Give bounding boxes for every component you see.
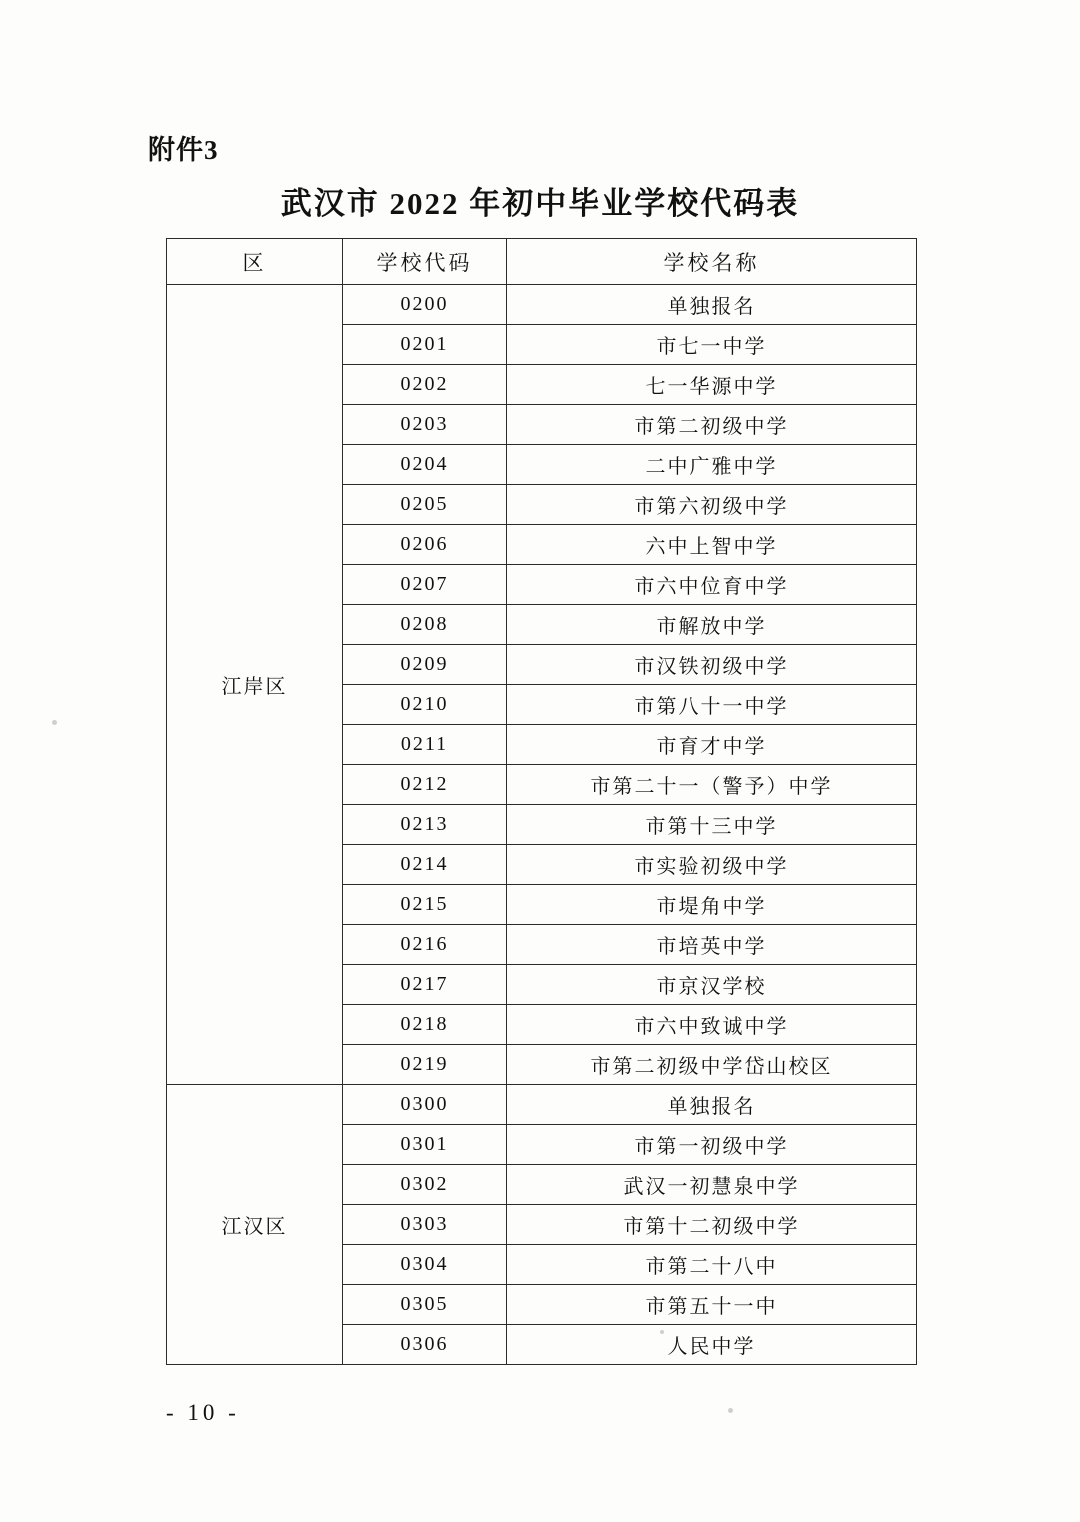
school-code: 0210: [343, 685, 507, 725]
school-name: 市第八十一中学: [507, 685, 917, 725]
school-code: 0207: [343, 565, 507, 605]
column-header-district: 区: [167, 239, 343, 285]
district-cell: 江岸区: [167, 285, 343, 1085]
school-name: 市六中致诚中学: [507, 1005, 917, 1045]
school-name: 市第十三中学: [507, 805, 917, 845]
school-code: 0303: [343, 1205, 507, 1245]
district-cell: 江汉区: [167, 1085, 343, 1365]
school-name: 市第二十一（警予）中学: [507, 765, 917, 805]
school-name: 单独报名: [507, 285, 917, 325]
school-code: 0212: [343, 765, 507, 805]
school-name: 市第一初级中学: [507, 1125, 917, 1165]
school-name: 市第二初级中学岱山校区: [507, 1045, 917, 1085]
school-name: 市堤角中学: [507, 885, 917, 925]
school-code: 0202: [343, 365, 507, 405]
school-name: 市京汉学校: [507, 965, 917, 1005]
school-code: 0213: [343, 805, 507, 845]
school-name: 七一华源中学: [507, 365, 917, 405]
school-name: 单独报名: [507, 1085, 917, 1125]
school-code: 0209: [343, 645, 507, 685]
school-code: 0217: [343, 965, 507, 1005]
school-code: 0305: [343, 1285, 507, 1325]
school-code: 0201: [343, 325, 507, 365]
school-code: 0211: [343, 725, 507, 765]
table-header-row: [167, 239, 917, 285]
school-code: 0214: [343, 845, 507, 885]
column-header-code: 学校代码: [343, 239, 507, 285]
school-name: 市汉铁初级中学: [507, 645, 917, 685]
school-code-table: [166, 238, 917, 1365]
school-code: 0219: [343, 1045, 507, 1085]
school-name: 市第二初级中学: [507, 405, 917, 445]
school-code: 0215: [343, 885, 507, 925]
school-code: 0205: [343, 485, 507, 525]
table-body: [167, 285, 917, 1365]
school-code: 0302: [343, 1165, 507, 1205]
table-row: [167, 1085, 917, 1125]
page-title: 武汉市 2022 年初中毕业学校代码表: [280, 186, 800, 221]
school-code: 0200: [343, 285, 507, 325]
school-code: 0216: [343, 925, 507, 965]
column-header-name: 学校名称: [507, 239, 917, 285]
school-code: 0204: [343, 445, 507, 485]
scan-speck: [728, 1408, 733, 1413]
school-code: 0306: [343, 1325, 507, 1365]
school-name: 市实验初级中学: [507, 845, 917, 885]
school-name: 市七一中学: [507, 325, 917, 365]
school-code: 0218: [343, 1005, 507, 1045]
school-code: 0206: [343, 525, 507, 565]
school-name: 市育才中学: [507, 725, 917, 765]
school-code: 0203: [343, 405, 507, 445]
school-name: 武汉一初慧泉中学: [507, 1165, 917, 1205]
school-name: 人民中学: [507, 1325, 917, 1365]
attachment-label: 附件3: [148, 135, 219, 165]
school-code: 0301: [343, 1125, 507, 1165]
school-code: 0300: [343, 1085, 507, 1125]
school-code: 0208: [343, 605, 507, 645]
school-name: 市第六初级中学: [507, 485, 917, 525]
school-name: 市解放中学: [507, 605, 917, 645]
school-name: 市第五十一中: [507, 1285, 917, 1325]
school-name: 市第二十八中: [507, 1245, 917, 1285]
school-name: 二中广雅中学: [507, 445, 917, 485]
school-code: 0304: [343, 1245, 507, 1285]
school-name: 市六中位育中学: [507, 565, 917, 605]
school-name: 六中上智中学: [507, 525, 917, 565]
school-name: 市第十二初级中学: [507, 1205, 917, 1245]
table-row: [167, 285, 917, 325]
school-name: 市培英中学: [507, 925, 917, 965]
scan-speck: [52, 720, 57, 725]
page-number: - 10 -: [166, 1400, 240, 1425]
